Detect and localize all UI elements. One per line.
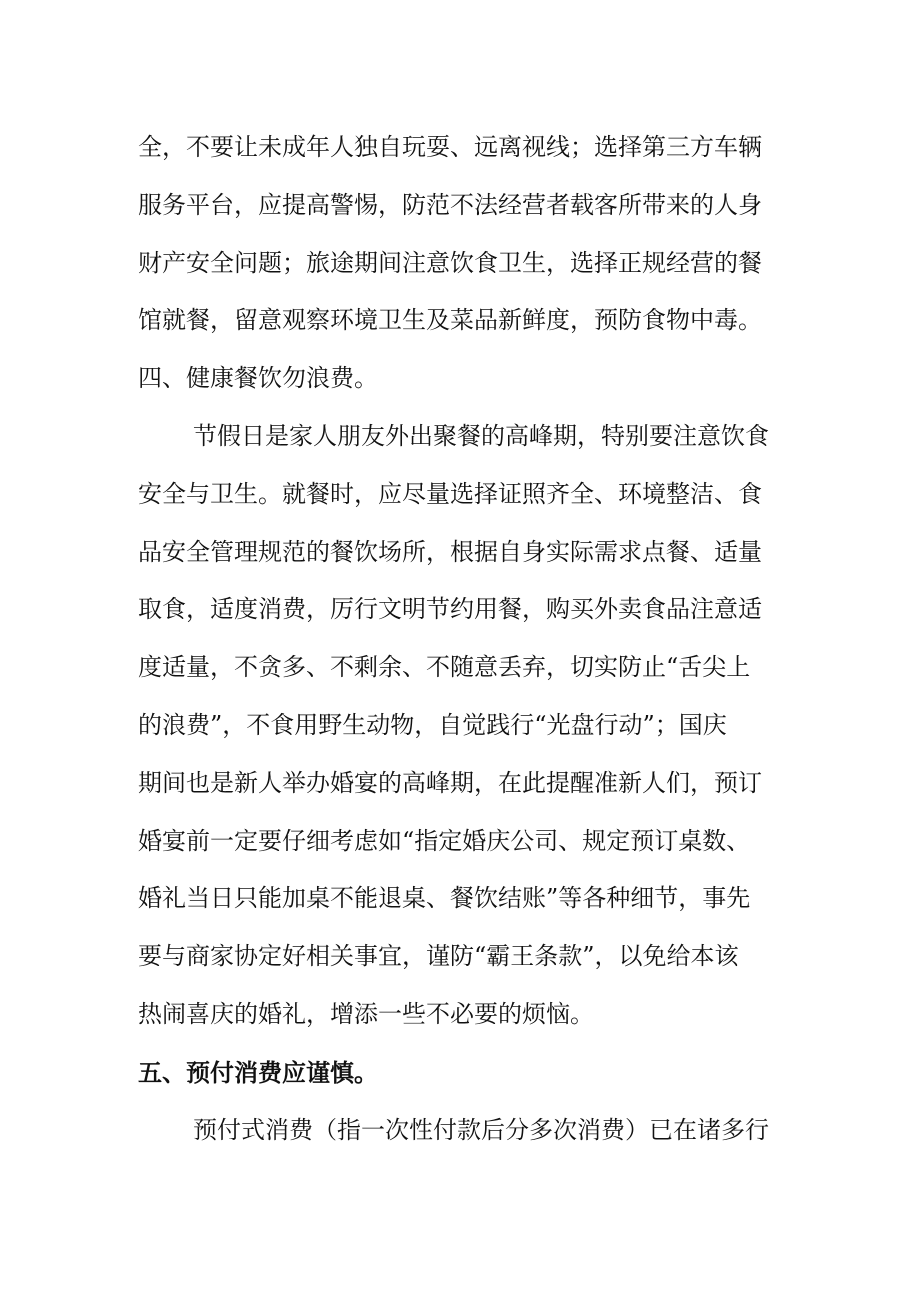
paragraph-line: 品安全管理规范的餐饮场所，根据自身实际需求点餐、适量 — [138, 537, 762, 566]
paragraph-line: 的浪费”，不食用野生动物，自觉践行“光盘行动”；国庆 — [138, 710, 727, 739]
paragraph-line: 预付式消费（指一次性付款后分多次消费）已在诸多行 — [193, 1115, 769, 1144]
paragraph-line: 期间也是新人举办婚宴的高峰期，在此提醒准新人们，预订 — [138, 768, 762, 797]
paragraph-line: 婚礼当日只能加桌不能退桌、餐饮结账”等各种细节，事先 — [138, 884, 751, 913]
paragraph-line: 安全与卫生。就餐时，应尽量选择证照齐全、环境整洁、食 — [138, 479, 762, 508]
paragraph-line: 馆就餐，留意观察环境卫生及菜品新鲜度，预防食物中毒。 — [138, 306, 762, 335]
paragraph-line: 要与商家协定好相关事宜，谨防“霸王条款”，以免给本该 — [138, 942, 739, 971]
paragraph-line: 全，不要让未成年人独自玩耍、远离视线；选择第三方车辆 — [138, 133, 762, 161]
paragraph-line: 财产安全问题；旅途期间注意饮食卫生，选择正规经营的餐 — [138, 248, 762, 277]
section-heading-5: 五、预付消费应谨慎。 — [138, 1057, 378, 1087]
paragraph-line: 婚宴前一定要仔细考虑如“指定婚庆公司、规定预订桌数、 — [138, 826, 751, 855]
section-heading-4: 四、健康餐饮勿浪费。 — [138, 364, 378, 393]
paragraph-line: 取食，适度消费，厉行文明节约用餐，购买外卖食品注意适 — [138, 595, 762, 624]
paragraph-line: 服务平台，应提高警惕，防范不法经营者载客所带来的人身 — [138, 190, 762, 219]
paragraph-line: 节假日是家人朋友外出聚餐的高峰期，特别要注意饮食 — [193, 421, 769, 450]
document-body — [138, 119, 788, 1159]
paragraph-line: 度适量，不贪多、不剩余、不随意丢弃，切实防止“舌尖上 — [138, 653, 751, 682]
paragraph-line: 热闹喜庆的婚礼，增添一些不必要的烦恼。 — [138, 999, 594, 1028]
